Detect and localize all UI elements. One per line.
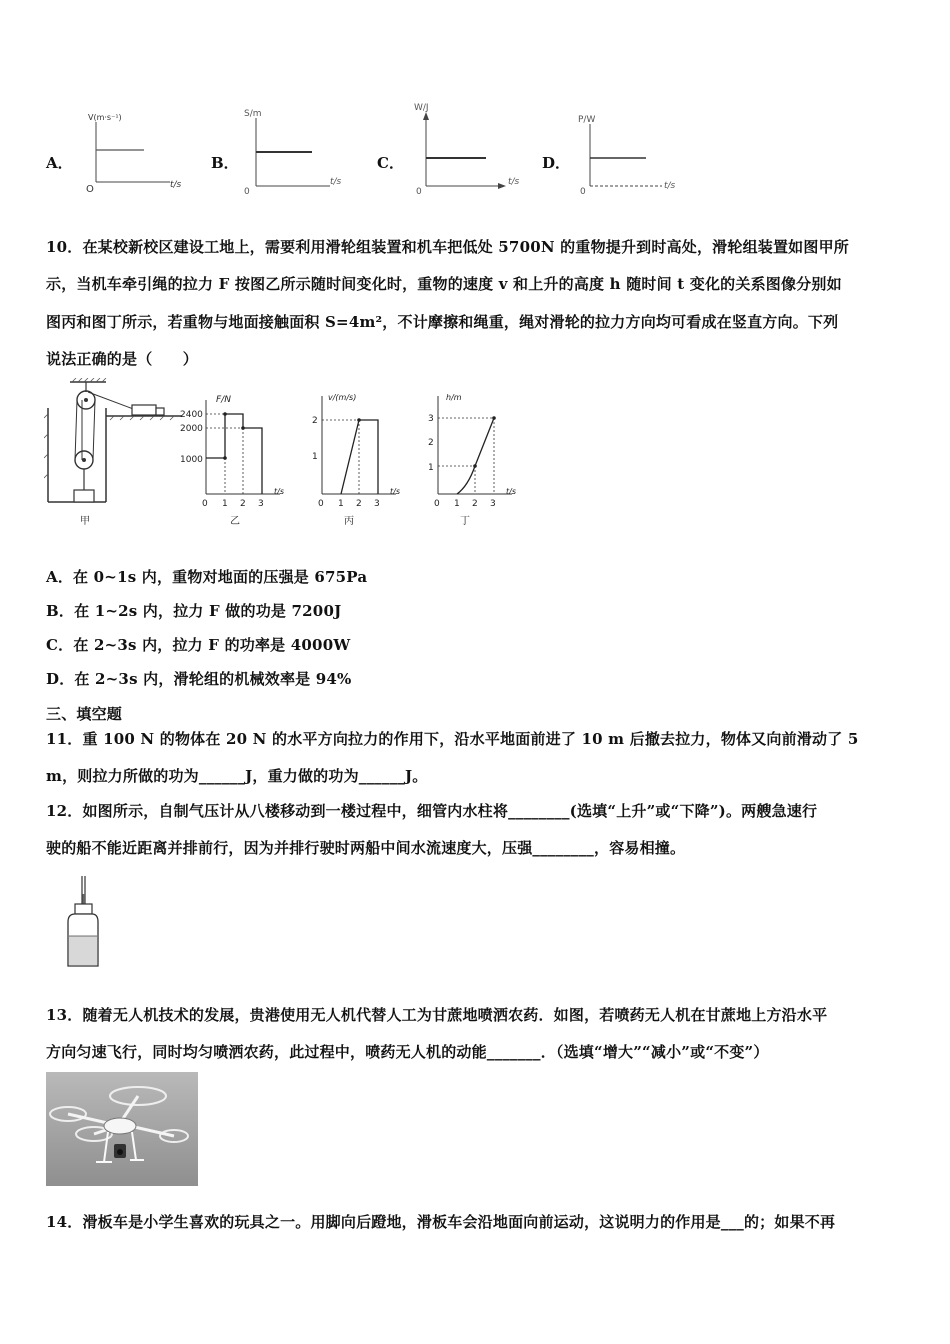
weight-block [74,490,94,502]
tick-1: 1 [312,452,318,462]
q10-option-a: A．在 0~1s 内，重物对地面的压强是 675Pa [46,568,368,586]
t-axis-label: t/s [274,487,284,496]
xlabel: t/s [664,181,676,191]
barometer-figure [60,874,106,974]
ground-hatch [44,414,174,478]
q9-graph-c [410,100,536,196]
fixed-pulley-axle [84,398,88,402]
movable-pulley-axle [82,458,86,462]
point-2 [223,412,227,416]
ylabel: P/W [578,115,596,125]
h-axis-label: h/m [446,393,462,402]
ylabel: S/m [244,109,262,119]
q10-option-c: C．在 2~3s 内，拉力 F 的功率是 4000W [46,636,351,654]
section-heading: 三、填空题 [46,705,123,723]
point-1 [223,456,227,460]
q9-graph-b [240,104,356,196]
figure-label-ding: 丁 [460,516,470,527]
truck-cab [156,408,164,415]
figure-label-bing: 丙 [344,516,354,527]
t-tick-2: 2 [356,499,362,509]
q9-option-b-label: B． [211,154,239,172]
t-axis-label: t/s [506,487,516,496]
point-2 [492,416,496,420]
q10-option-d: D．在 2~3s 内，滑轮组的机械效率是 94% [46,670,352,688]
origin: 0 [416,187,422,196]
tick-1: 1 [428,463,434,473]
t-tick-3: 3 [258,499,264,509]
xlabel: t/s [330,177,342,187]
q14-line-1: 14．滑板车是小学生喜欢的玩具之一。用脚向后蹬地，滑板车会沿地面向前运动，这说明力的作用是___的；如果不再 [46,1213,836,1231]
t-tick-2: 2 [240,499,246,509]
xlabel: t/s [508,177,520,187]
t-tick-1: 1 [222,499,228,509]
q12-line-1: 12．如图所示，自制气压计从八楼移动到一楼过程中，细管内水柱将________(选填“上升”或“下降”)。两艘急速行 [46,802,818,820]
drone-photo [46,1072,198,1186]
point-1 [357,418,361,422]
q13-line-1: 13．随着无人机技术的发展，贵港使用无人机代替人工为甘蔗地喷洒农药．如图，若喷药无人机在甘蔗地上方沿水平 [46,1006,828,1024]
t-tick-0: 0 [202,499,208,509]
q11-line-2: m，则拉力所做的功为______J，重力做的功为______J。 [46,767,428,785]
q9-option-a-label: A． [46,154,73,172]
F-graph-line [206,414,262,494]
q10-line-1: 10．在某校新校区建设工地上，需要利用滑轮组装置和机车把低处 5700N 的重物提升到时高处，滑轮组装置如图甲所 [46,238,849,256]
origin: 0 [580,187,586,196]
truck-body [132,405,156,415]
tick-1000: 1000 [180,455,203,465]
q10-line-3: 图丙和图丁所示，若重物与地面接触面积 S=4m²，不计摩擦和绳重，绳对滑轮的拉力方向均可看成在竖直方向。下列 [46,313,839,331]
q9-graph-a [82,108,190,196]
t-tick-1: 1 [454,499,460,509]
tick-3: 3 [428,414,434,424]
ylabel: W/J [414,103,429,113]
q12-line-2: 驶的船不能近距离并排前行，因为并排行驶时两船中间水流速度大，压强________，容易相撞。 [46,839,686,857]
q13-line-2: 方向匀速飞行，同时均匀喷洒农药，此过程中，喷药无人机的动能_______．（选填“增大”“减小”或“不变”） [46,1043,769,1061]
t-tick-2: 2 [472,499,478,509]
t-tick-0: 0 [318,499,324,509]
tick-2400: 2400 [180,410,203,420]
figure-label-jia: 甲 [80,516,90,527]
v-axis-label: v/(m/s) [328,393,357,402]
F-axis-label: F/N [216,395,231,405]
t-tick-3: 3 [374,499,380,509]
ylabel: V(m·s⁻¹) [88,113,122,122]
q9-option-c-label: C． [377,154,404,172]
q10-line-2: 示，当机车牵引绳的拉力 F 按图乙所示随时间变化时，重物的速度 v 和上升的高度 h 随时间 t 变化的关系图像分别如 [46,275,842,293]
q11-line-1: 11．重 100 N 的物体在 20 N 的水平方向拉力的作用下，沿水平地面前进了 10 m 后撤去拉力，物体又向前滑动了 5 [46,730,859,748]
q9-graph-d [574,110,686,196]
xlabel: t/s [170,180,182,190]
figure-label-yi: 乙 [230,516,240,527]
camera-lens [117,1149,123,1155]
origin: 0 [244,187,250,196]
bottle-water [69,936,97,965]
bottle-neck [75,904,92,914]
point-1 [473,464,477,468]
t-tick-1: 1 [338,499,344,509]
v-graph-line [341,420,378,494]
t-tick-0: 0 [434,499,440,509]
q10-line-4: 说法正确的是（ ） [46,350,199,368]
q10-figure-yi [176,390,296,530]
t-tick-3: 3 [490,499,496,509]
y-arrow [423,112,429,120]
q10-figure-ding [416,390,526,530]
guide-lines [438,418,494,494]
origin: O [86,184,94,195]
q10-figure-bing [300,390,410,530]
tick-2: 2 [428,438,434,448]
x-arrow [498,183,506,189]
drone-body [104,1118,136,1134]
q9-option-d-label: D． [542,154,571,172]
point-3 [241,426,245,430]
q10-figure-jia [44,378,184,528]
q10-option-b: B．在 1~2s 内，拉力 F 做的功是 7200J [46,602,342,620]
tick-2000: 2000 [180,424,203,434]
t-axis-label: t/s [390,487,400,496]
h-graph-curve [457,418,494,494]
tick-2: 2 [312,416,318,426]
